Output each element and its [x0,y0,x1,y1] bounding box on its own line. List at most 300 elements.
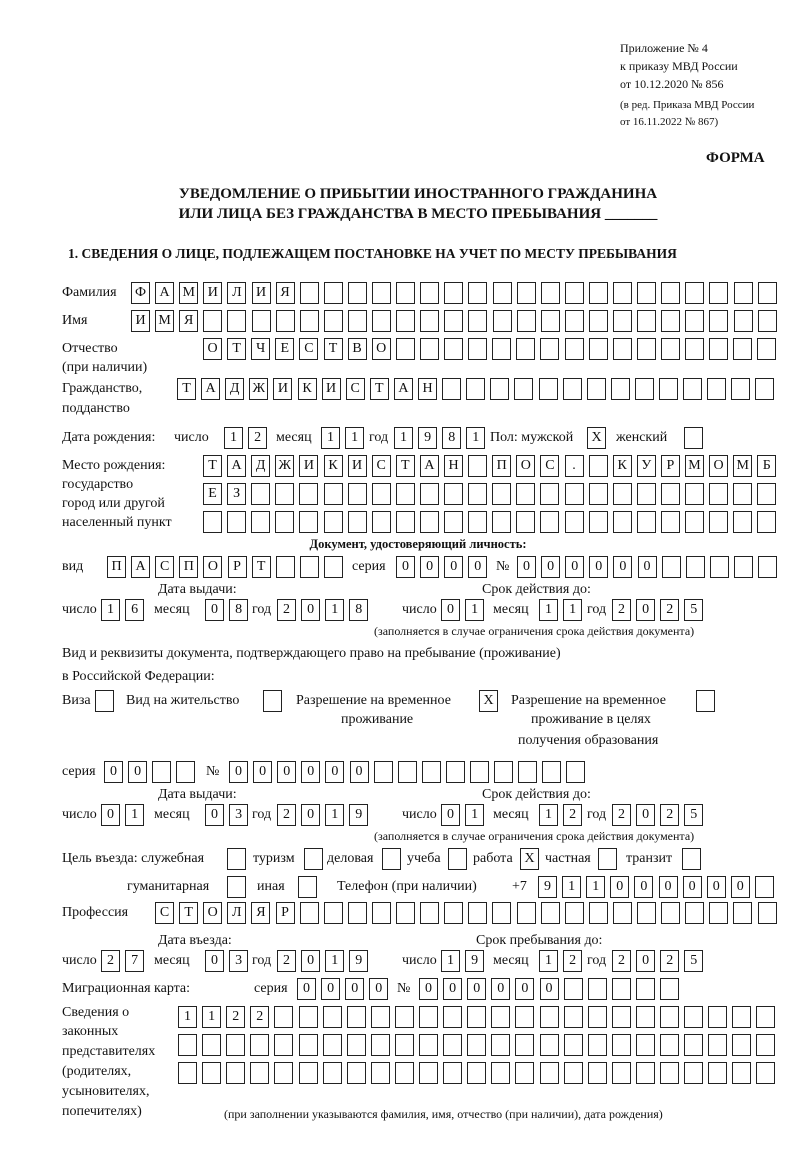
char-cell[interactable] [468,483,487,505]
char-cell[interactable] [662,556,681,578]
char-cell[interactable] [299,1034,318,1056]
char-cell[interactable]: 9 [349,804,368,826]
char-cell[interactable] [275,483,294,505]
char-cell[interactable] [636,1006,655,1028]
char-cell[interactable]: 0 [636,950,655,972]
char-cell[interactable]: Ч [251,338,270,360]
char-cell[interactable]: 0 [277,761,296,783]
char-cell[interactable]: 0 [515,978,534,1000]
char-cell[interactable]: 0 [128,761,147,783]
char-cell[interactable] [443,1062,462,1084]
char-cell[interactable]: 0 [301,950,320,972]
char-cell[interactable] [541,282,560,304]
char-cell[interactable] [348,511,367,533]
char-cell[interactable] [685,282,704,304]
char-cell[interactable] [755,876,774,898]
char-cell[interactable] [733,511,752,533]
char-cell[interactable]: 2 [563,804,582,826]
char-cell[interactable] [565,511,584,533]
char-cell[interactable]: М [733,455,752,477]
char-cell[interactable] [589,310,608,332]
char-cell[interactable] [635,378,654,400]
char-cell[interactable] [347,1006,366,1028]
checkbox[interactable] [382,848,401,870]
char-cell[interactable]: 1 [101,599,120,621]
char-cell[interactable] [611,378,630,400]
char-cell[interactable] [588,1006,607,1028]
char-cell[interactable]: 1 [441,950,460,972]
char-cell[interactable] [396,338,415,360]
char-cell[interactable] [348,902,367,924]
char-cell[interactable] [493,282,512,304]
char-cell[interactable]: А [420,455,439,477]
char-cell[interactable] [300,310,319,332]
char-cell[interactable]: 0 [369,978,388,1000]
char-cell[interactable] [324,310,343,332]
checkbox[interactable] [696,690,715,712]
char-cell[interactable] [756,1062,775,1084]
char-cell[interactable] [565,902,584,924]
char-cell[interactable]: Н [444,455,463,477]
char-cell[interactable]: 2 [250,1006,269,1028]
char-cell[interactable]: . [565,455,584,477]
char-cell[interactable] [468,511,487,533]
char-cell[interactable] [517,282,536,304]
char-cell[interactable]: 0 [205,599,224,621]
char-cell[interactable]: С [155,902,174,924]
char-cell[interactable]: 0 [589,556,608,578]
char-cell[interactable]: 1 [325,804,344,826]
char-cell[interactable]: 0 [419,978,438,1000]
char-cell[interactable]: И [348,455,367,477]
char-cell[interactable] [492,483,511,505]
char-cell[interactable] [731,378,750,400]
char-cell[interactable]: 1 [465,804,484,826]
char-cell[interactable]: 0 [350,761,369,783]
char-cell[interactable] [420,511,439,533]
char-cell[interactable] [467,1006,486,1028]
char-cell[interactable] [565,310,584,332]
char-cell[interactable] [515,1006,534,1028]
char-cell[interactable]: 1 [563,599,582,621]
char-cell[interactable]: Е [203,483,222,505]
char-cell[interactable]: С [155,556,174,578]
char-cell[interactable] [636,978,655,1000]
char-cell[interactable]: 8 [229,599,248,621]
char-cell[interactable] [274,1062,293,1084]
char-cell[interactable] [446,761,465,783]
char-cell[interactable]: 0 [659,876,678,898]
char-cell[interactable]: 2 [612,599,631,621]
char-cell[interactable] [227,310,246,332]
char-cell[interactable] [468,455,487,477]
char-cell[interactable] [540,1062,559,1084]
char-cell[interactable] [178,1034,197,1056]
char-cell[interactable]: И [203,282,222,304]
char-cell[interactable] [541,902,560,924]
checkbox[interactable] [682,848,701,870]
char-cell[interactable]: А [201,378,220,400]
char-cell[interactable]: О [203,338,222,360]
char-cell[interactable]: 0 [229,761,248,783]
char-cell[interactable] [420,902,439,924]
char-cell[interactable]: 5 [684,950,703,972]
char-cell[interactable]: Т [370,378,389,400]
char-cell[interactable] [492,902,511,924]
char-cell[interactable]: Н [418,378,437,400]
char-cell[interactable] [371,1034,390,1056]
char-cell[interactable] [251,511,270,533]
char-cell[interactable] [371,1062,390,1084]
char-cell[interactable] [757,338,776,360]
char-cell[interactable]: О [203,902,222,924]
char-cell[interactable]: 8 [442,427,461,449]
char-cell[interactable] [396,310,415,332]
char-cell[interactable]: 0 [634,876,653,898]
char-cell[interactable]: 9 [349,950,368,972]
char-cell[interactable]: 2 [277,804,296,826]
char-cell[interactable] [637,310,656,332]
char-cell[interactable] [323,1062,342,1084]
checkbox[interactable]: X [587,427,606,449]
char-cell[interactable] [299,483,318,505]
char-cell[interactable] [709,511,728,533]
char-cell[interactable]: М [155,310,174,332]
char-cell[interactable]: 0 [301,599,320,621]
char-cell[interactable] [612,1062,631,1084]
char-cell[interactable] [202,1034,221,1056]
char-cell[interactable] [276,310,295,332]
char-cell[interactable] [734,310,753,332]
char-cell[interactable] [613,310,632,332]
char-cell[interactable]: 0 [613,556,632,578]
char-cell[interactable]: 2 [226,1006,245,1028]
char-cell[interactable]: 0 [731,876,750,898]
char-cell[interactable] [372,511,391,533]
char-cell[interactable]: 0 [683,876,702,898]
char-cell[interactable]: Т [203,455,222,477]
char-cell[interactable]: 0 [420,556,439,578]
char-cell[interactable] [491,1006,510,1028]
char-cell[interactable] [613,282,632,304]
char-cell[interactable] [612,1006,631,1028]
char-cell[interactable] [275,511,294,533]
char-cell[interactable] [566,761,585,783]
char-cell[interactable] [420,282,439,304]
char-cell[interactable] [419,1062,438,1084]
char-cell[interactable]: 9 [538,876,557,898]
char-cell[interactable]: 1 [321,427,340,449]
char-cell[interactable] [396,483,415,505]
char-cell[interactable] [637,902,656,924]
char-cell[interactable] [396,511,415,533]
char-cell[interactable]: 7 [125,950,144,972]
char-cell[interactable] [371,1006,390,1028]
char-cell[interactable]: М [179,282,198,304]
char-cell[interactable] [518,761,537,783]
char-cell[interactable]: 2 [612,804,631,826]
char-cell[interactable]: К [613,455,632,477]
char-cell[interactable] [758,902,777,924]
char-cell[interactable] [661,511,680,533]
char-cell[interactable] [444,310,463,332]
checkbox[interactable] [298,876,317,898]
char-cell[interactable]: 2 [660,950,679,972]
char-cell[interactable] [540,1034,559,1056]
char-cell[interactable]: И [299,455,318,477]
char-cell[interactable]: 0 [297,978,316,1000]
char-cell[interactable] [324,483,343,505]
char-cell[interactable] [444,483,463,505]
char-cell[interactable] [250,1034,269,1056]
char-cell[interactable]: 2 [277,950,296,972]
char-cell[interactable]: Л [227,902,246,924]
char-cell[interactable]: 0 [396,556,415,578]
char-cell[interactable] [276,556,295,578]
char-cell[interactable] [564,1062,583,1084]
char-cell[interactable]: 1 [202,1006,221,1028]
char-cell[interactable] [637,483,656,505]
char-cell[interactable] [152,761,171,783]
char-cell[interactable] [372,282,391,304]
char-cell[interactable] [443,1006,462,1028]
char-cell[interactable]: 8 [349,599,368,621]
char-cell[interactable]: 9 [418,427,437,449]
char-cell[interactable]: 0 [301,761,320,783]
char-cell[interactable] [203,511,222,533]
char-cell[interactable] [347,1062,366,1084]
char-cell[interactable] [613,483,632,505]
char-cell[interactable]: 1 [539,950,558,972]
char-cell[interactable] [732,1006,751,1028]
char-cell[interactable] [203,310,222,332]
char-cell[interactable] [542,761,561,783]
char-cell[interactable] [374,761,393,783]
char-cell[interactable] [637,511,656,533]
char-cell[interactable] [541,310,560,332]
char-cell[interactable]: 0 [491,978,510,1000]
char-cell[interactable] [659,378,678,400]
char-cell[interactable] [708,1034,727,1056]
char-cell[interactable]: 0 [205,804,224,826]
char-cell[interactable] [757,483,776,505]
char-cell[interactable] [589,455,608,477]
char-cell[interactable]: Ж [275,455,294,477]
char-cell[interactable]: Р [661,455,680,477]
char-cell[interactable]: Р [228,556,247,578]
char-cell[interactable] [372,902,391,924]
char-cell[interactable]: 0 [104,761,123,783]
char-cell[interactable]: М [685,455,704,477]
char-cell[interactable] [756,1006,775,1028]
char-cell[interactable] [324,556,343,578]
char-cell[interactable] [758,556,777,578]
char-cell[interactable] [492,338,511,360]
char-cell[interactable] [539,378,558,400]
char-cell[interactable]: К [298,378,317,400]
char-cell[interactable]: Т [177,378,196,400]
char-cell[interactable]: С [372,455,391,477]
char-cell[interactable]: 3 [229,804,248,826]
char-cell[interactable] [733,483,752,505]
char-cell[interactable]: 1 [325,599,344,621]
char-cell[interactable] [613,511,632,533]
char-cell[interactable] [564,1006,583,1028]
char-cell[interactable]: 1 [586,876,605,898]
char-cell[interactable] [684,1062,703,1084]
char-cell[interactable]: 1 [465,599,484,621]
char-cell[interactable]: 0 [253,761,272,783]
char-cell[interactable] [466,378,485,400]
char-cell[interactable]: 9 [465,950,484,972]
char-cell[interactable] [733,338,752,360]
char-cell[interactable]: 0 [443,978,462,1000]
char-cell[interactable] [323,1006,342,1028]
char-cell[interactable] [251,483,270,505]
char-cell[interactable] [396,282,415,304]
char-cell[interactable] [490,378,509,400]
char-cell[interactable]: 1 [562,876,581,898]
char-cell[interactable]: Л [227,282,246,304]
char-cell[interactable] [420,338,439,360]
char-cell[interactable] [300,902,319,924]
char-cell[interactable] [709,282,728,304]
char-cell[interactable] [396,902,415,924]
char-cell[interactable] [734,556,753,578]
char-cell[interactable] [398,761,417,783]
char-cell[interactable]: 1 [125,804,144,826]
char-cell[interactable] [565,338,584,360]
char-cell[interactable] [299,1006,318,1028]
char-cell[interactable] [565,483,584,505]
char-cell[interactable] [420,310,439,332]
char-cell[interactable]: 0 [707,876,726,898]
char-cell[interactable] [517,902,536,924]
char-cell[interactable] [636,1034,655,1056]
char-cell[interactable]: О [709,455,728,477]
char-cell[interactable] [612,978,631,1000]
char-cell[interactable] [514,378,533,400]
char-cell[interactable]: 1 [178,1006,197,1028]
char-cell[interactable]: Р [276,902,295,924]
char-cell[interactable] [637,338,656,360]
char-cell[interactable] [709,338,728,360]
char-cell[interactable] [565,282,584,304]
char-cell[interactable] [348,310,367,332]
char-cell[interactable]: 0 [444,556,463,578]
char-cell[interactable]: С [346,378,365,400]
char-cell[interactable] [348,483,367,505]
char-cell[interactable]: 0 [441,804,460,826]
char-cell[interactable] [516,338,535,360]
char-cell[interactable] [660,1034,679,1056]
char-cell[interactable]: 2 [612,950,631,972]
char-cell[interactable] [300,556,319,578]
char-cell[interactable]: А [227,455,246,477]
char-cell[interactable] [589,902,608,924]
char-cell[interactable] [467,1062,486,1084]
char-cell[interactable] [732,1062,751,1084]
char-cell[interactable]: 2 [101,950,120,972]
char-cell[interactable] [515,1034,534,1056]
char-cell[interactable]: П [492,455,511,477]
char-cell[interactable] [372,310,391,332]
char-cell[interactable] [491,1034,510,1056]
char-cell[interactable] [444,282,463,304]
char-cell[interactable]: Д [251,455,270,477]
char-cell[interactable]: 0 [467,978,486,1000]
char-cell[interactable]: 0 [638,556,657,578]
char-cell[interactable]: 0 [541,556,560,578]
char-cell[interactable]: С [299,338,318,360]
char-cell[interactable] [661,902,680,924]
char-cell[interactable] [250,1062,269,1084]
char-cell[interactable] [540,1006,559,1028]
char-cell[interactable] [347,1034,366,1056]
char-cell[interactable] [709,310,728,332]
char-cell[interactable] [348,282,367,304]
char-cell[interactable]: О [203,556,222,578]
char-cell[interactable]: Т [227,338,246,360]
char-cell[interactable] [176,761,195,783]
char-cell[interactable] [372,483,391,505]
char-cell[interactable]: 5 [684,804,703,826]
char-cell[interactable] [492,511,511,533]
char-cell[interactable]: Б [757,455,776,477]
char-cell[interactable] [468,310,487,332]
char-cell[interactable]: У [637,455,656,477]
char-cell[interactable]: 0 [540,978,559,1000]
char-cell[interactable]: Т [396,455,415,477]
char-cell[interactable] [684,1006,703,1028]
checkbox[interactable] [448,848,467,870]
char-cell[interactable] [444,511,463,533]
char-cell[interactable]: 0 [441,599,460,621]
char-cell[interactable]: А [155,282,174,304]
char-cell[interactable]: 0 [636,599,655,621]
char-cell[interactable] [588,978,607,1000]
char-cell[interactable]: И [252,282,271,304]
char-cell[interactable]: 0 [468,556,487,578]
char-cell[interactable]: Т [179,902,198,924]
char-cell[interactable] [563,378,582,400]
char-cell[interactable] [661,282,680,304]
char-cell[interactable]: 0 [345,978,364,1000]
char-cell[interactable] [709,483,728,505]
char-cell[interactable] [419,1006,438,1028]
char-cell[interactable] [734,282,753,304]
char-cell[interactable] [661,483,680,505]
char-cell[interactable] [444,338,463,360]
char-cell[interactable]: 0 [205,950,224,972]
char-cell[interactable] [493,310,512,332]
char-cell[interactable]: 0 [610,876,629,898]
char-cell[interactable] [226,1062,245,1084]
char-cell[interactable] [660,1062,679,1084]
char-cell[interactable] [300,282,319,304]
char-cell[interactable] [710,556,729,578]
char-cell[interactable] [588,1034,607,1056]
char-cell[interactable]: 1 [466,427,485,449]
char-cell[interactable]: 0 [517,556,536,578]
checkbox[interactable] [227,848,246,870]
char-cell[interactable]: 5 [684,599,703,621]
char-cell[interactable] [274,1006,293,1028]
char-cell[interactable] [588,1062,607,1084]
char-cell[interactable] [613,338,632,360]
char-cell[interactable] [612,1034,631,1056]
char-cell[interactable] [422,761,441,783]
